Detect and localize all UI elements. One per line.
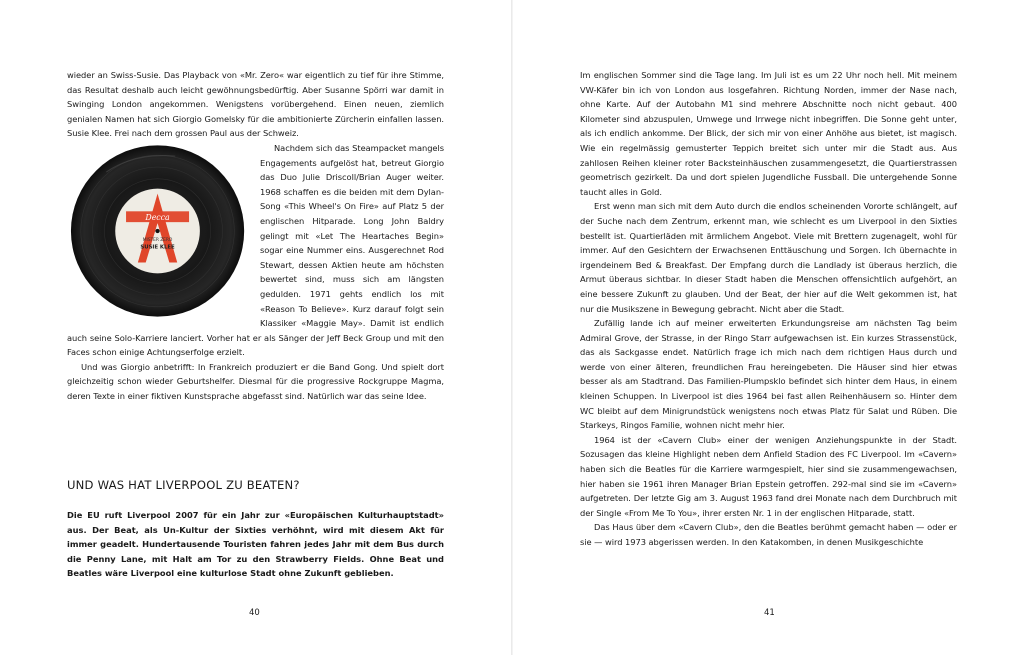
paragraph: Erst wenn man sich mit dem Auto durch die endlos scheinenden Vororte schlängelt, auf der Suche nach dem Zentrum, erkennt man, wie schlecht es um Liverpool in den Sixties bestellt ist. Quartierläden mit ärmlichem Angebot. Viele mit Brettern zugenagelt, wohl für immer. Auf den Gesichtern der Erwachsenen Enttäuschung und Sorgen. Ich übernachte in irgendeinem Bed & Breakfast. Der Empfang durch die Landlady ist überaus herzlich, die Armut überaus sichtbar. In dieser Stadt haben die Menschen offensichtlich aufgehört, an eine bessere Zukunft zu glauben. Und der Beat, der hier auf die Welt gekommen ist, hat nur die Musikszene in Bewegung gebracht. Nicht aber die Stadt. bbox=[580, 201, 957, 314]
page-number: 40 bbox=[249, 608, 260, 618]
paragraph: Und was Giorgio anbetrifft: In Frankreich produziert er die Band Gong. Und spielt dort gleichzeitig schon wieder Geburtshelfer. Diesmal für die progressive Rockgruppe Magma, deren Texte in einer fiktiven Kunstsprache abgefasst sind. Natürlich war das seine Idee. bbox=[67, 361, 444, 402]
paragraph: Zufällig lande ich auf meiner erweiterten Erkundungsreise am nächsten Tag beim Admiral Grove, der Strasse, in der Ringo Starr aufgewachsen ist. Ein kurzes Strassenstück, das als Sackgasse endet. Natürlich frage ich mich nach dem richtigen Haus durch und werde von einer älteren, freundlichen Frau hereingebeten. Die Häuser sind hier etwas besser als am Stadtrand. Das Familien-Plumpsklo befindet sich hinter dem Haus, in einem kleinen Schuppen. In Liverpool ist dies 1964 bei fast allen Reihenhäusern so. Hinter dem WC bleibt auf dem Minigrundstück wenigstens noch etwas Platz für Salat und Rüben. Die Starkeys, Ringos Familie, wohnen nicht mehr hier. bbox=[580, 318, 957, 431]
lead-paragraph: Die EU ruft Liverpool 2007 für ein Jahr zur «Europäischen Kulturhauptstadt» aus. Der Beat, als Un-Kultur der Sixties verhöhnt, wird mit diesem Akt für immer geadelt. Hundertausende Touristen fahren jedes Jahr mit dem Bus durch die Penny Lane, mit Halt am Tor zu den Strawberry Fields. Ohne Beat und Beatles wäre Liverpool eine kulturlose Stadt ohne Zukunft geblieben. bbox=[67, 510, 444, 579]
record-artist: SUSIE KLEE bbox=[140, 244, 175, 251]
record-spindle-hole bbox=[155, 229, 159, 233]
paragraph: Das Haus über dem «Cavern Club», den die Beatles berühmt gemacht haben — oder er sie — wird 1973 abgerissen werden. In den Katakomben, in denen Musikgeschichte bbox=[580, 522, 957, 547]
vinyl-record-image bbox=[67, 141, 254, 321]
right-text-column bbox=[580, 68, 957, 550]
paragraph: 1964 ist der «Cavern Club» einer der wenigen Anziehungspunkte in der Stadt. Sozusagen das kleine Highlight neben dem Anfield Stadion des FC Liverpool. Im «Cavern» haben sich die Beatles für die Karriere warmgespielt, hier sind sie zusammengewachsen, hier haben sie 1961 ihren Manager Brian Epstein getroffen. 292-mal sind sie im «Cavern» aufgetreten. Der letzte Gig am 3. August 1963 fand drei Monate nach dem Durchbruch mit der Single «From Me To You», ihrer ersten Nr. 1 in der englischen Hitparade, statt. bbox=[580, 434, 957, 518]
paragraph: Im englischen Sommer sind die Tage lang. Im Juli ist es um 22 Uhr noch hell. Mit meinem VW-Käfer bin ich von London aus losgefahren. Richtung Norden, immer der Nase nach, ohne Karte. Auf der Autobahn M1 sind mehrere Abschnitte noch nicht gebaut. 400 Kilometer sind abzuspulen, Umwege und Irrwege nicht inbegriffen. Die Sonne geht unter, als ich endlich ankomme. Der Blick, der sich mir von einer Anhöhe aus bietet, ist magisch. Wie ein regelmässig gemusterter Teppich breitet sich unter mir die Stadt aus. Aus zahllosen Reihen kleiner roter Backsteinhäuschen zusammengesetzt, die Quartierstrassen geometrisch gezirkelt. Da und dort spielen Jugendliche Fussball. Die untergehende Sonne taucht alles in Gold. bbox=[580, 70, 957, 197]
paragraph: Nachdem sich das Steampacket mangels Engagements aufgelöst hat, betreut Giorgio das Duo Julie Driscoll/Brian Auger weiter. 1968 schaffen es die beiden mit dem Dylan-Song «This Wheel's On Fire» auf Platz 5 der englischen Hitparade. Long John Baldry gelingt mit «Let The Heartaches Begin» sogar eine Nummer eins. Ausgerechnet Rod Stewart, dessen Aktien heute am höchsten bewertet sind, muss sich am längsten gedulden. 1971 gehts endlich los mit «Reason To Believe». Kurz darauf folgt sein Klassiker «Maggie May». Damit ist endlich auch seine Solo-Karriere lanciert. Vorher hat er als Sänger der Jeff Beck Group und mit den Faces schon einige Achtungserfolge erzielt. bbox=[67, 142, 444, 358]
paragraph: wieder an Swiss-Susie. Das Playback von «Mr. Zero« war eigentlich zu tief für ihre Stimme, das Resultat deshalb auch leicht gewöhnungsbedürftig. Aber Susanne Spörri war damit in Swinging London angekommen. Wenigstens vorübergehend. Einen neuen, ziemlich genialen Namen hat sich Giorgio Gomelsky für die ambitionierte Zürcherin einfallen lassen. Susie Klee. Frei nach dem grossen Paul aus der Schweiz. bbox=[67, 70, 444, 139]
record-song: MISTER ZERO bbox=[142, 237, 173, 243]
right-page bbox=[512, 0, 1024, 655]
left-text-column bbox=[67, 68, 444, 404]
page-number: 41 bbox=[764, 608, 775, 618]
record-brand: Decca bbox=[145, 213, 170, 223]
section-heading: UND WAS HAT LIVERPOOL ZU BEATEN? bbox=[67, 478, 300, 492]
